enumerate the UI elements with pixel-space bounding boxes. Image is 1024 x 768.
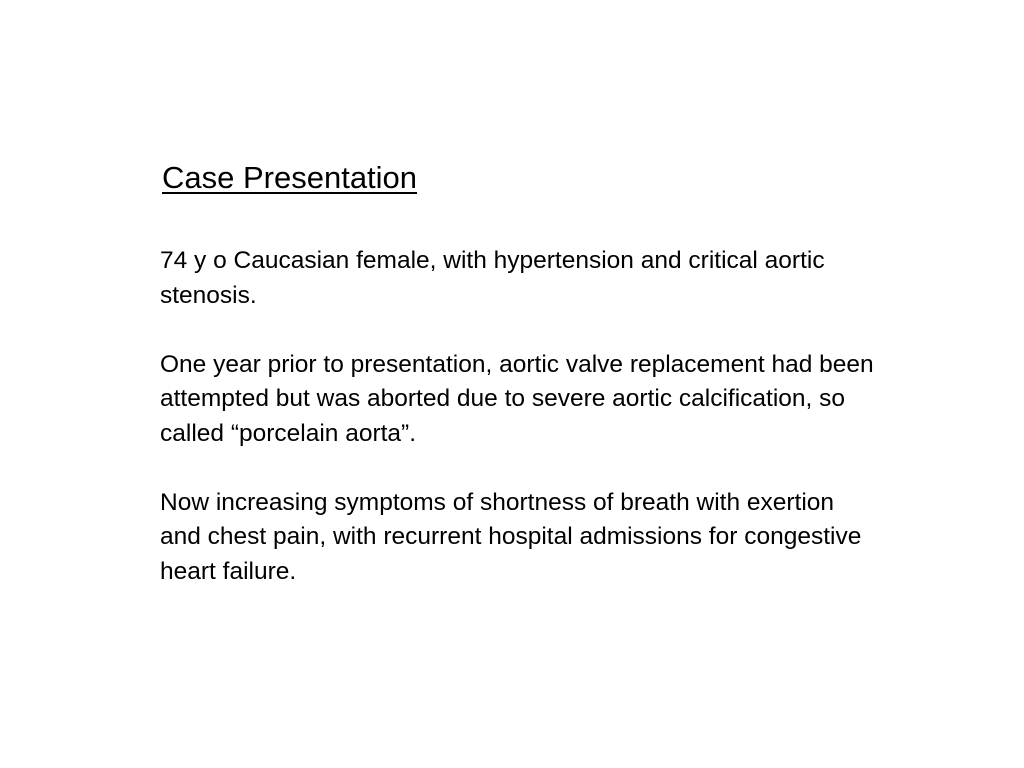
- paragraph-current-symptoms: Now increasing symptoms of shortness of breath with exertion and chest pain, with recurrent hospital admissions for congestive heart failure.: [160, 488, 862, 585]
- paragraph-prior-history: One year prior to presentation, aortic valve replacement had been attempted but was aborted due to severe aortic calcification, so called “porcelain aorta”.: [160, 350, 874, 447]
- slide-body: [160, 244, 880, 589]
- paragraph-patient-summary: 74 y o Caucasian female, with hypertension and critical aortic stenosis.: [160, 247, 825, 309]
- slide-title: Case Presentation: [162, 160, 418, 195]
